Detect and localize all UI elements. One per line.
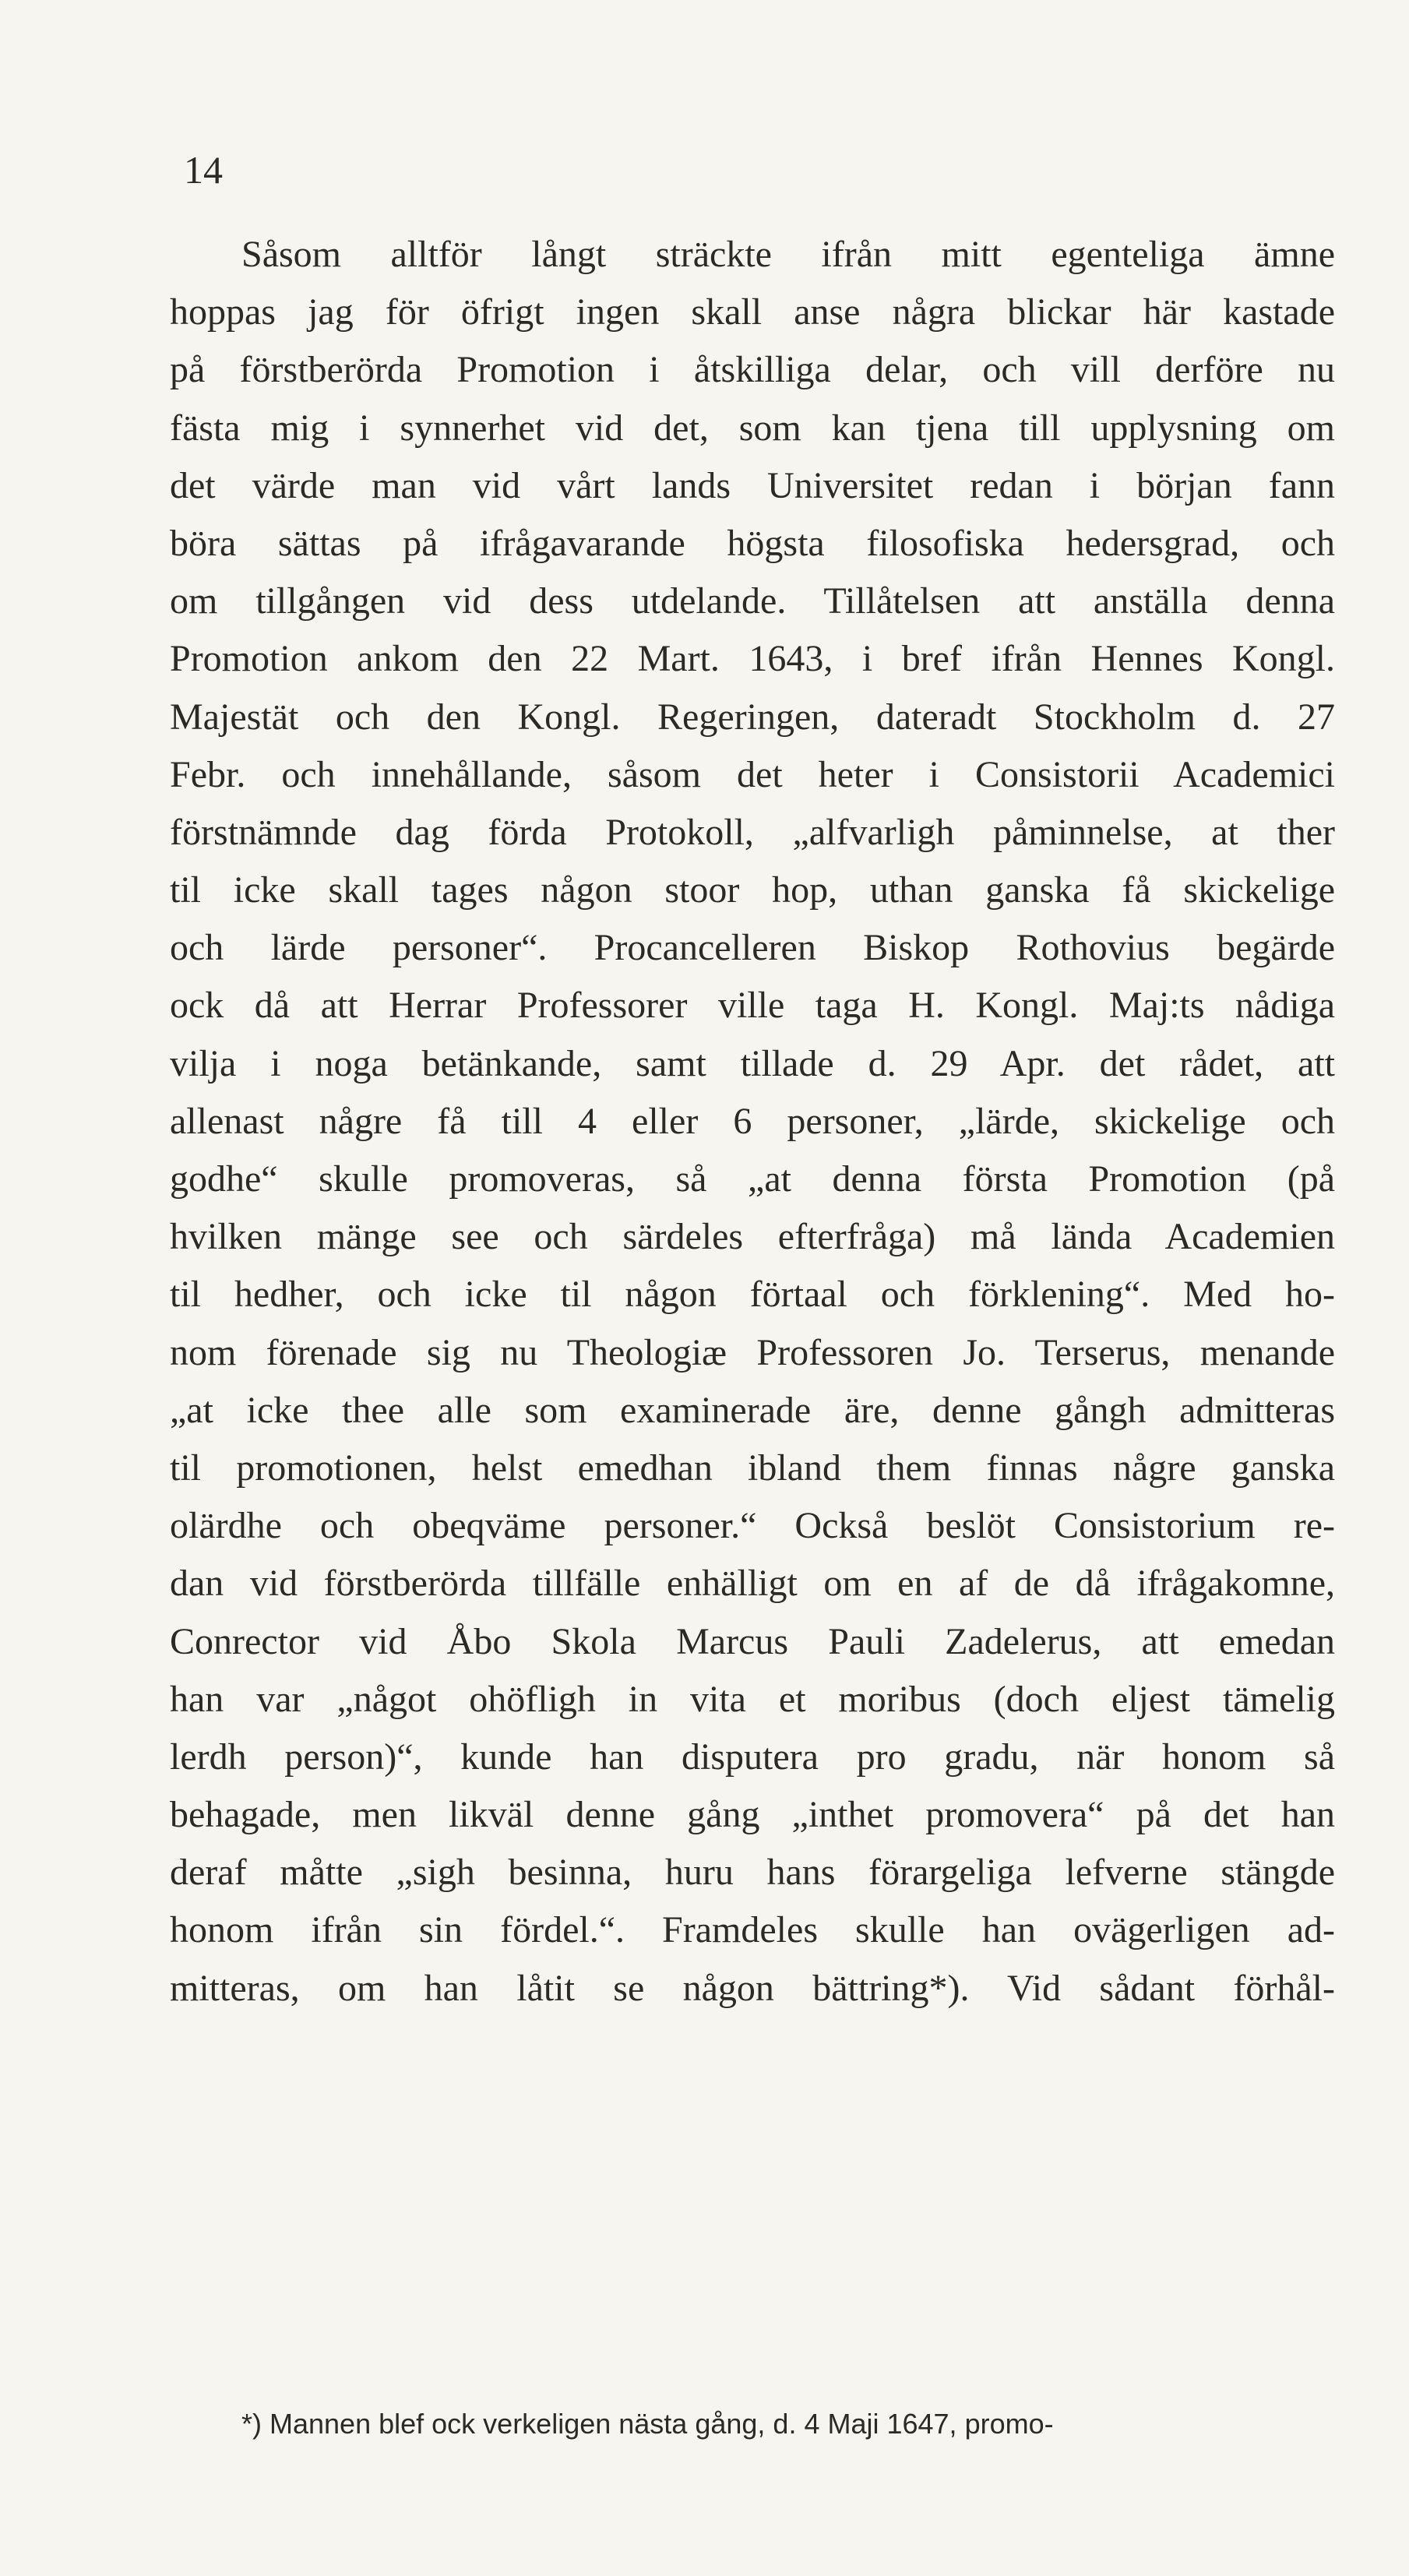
text-line: det värde man vid vårt lands Universitet redan i början fann (170, 464, 1335, 506)
body-text (170, 226, 1335, 2017)
text-line: vilja i noga betänkande, samt tillade d. 29 Apr. det rådet, att (170, 1042, 1335, 1084)
text-line: honom ifrån sin fördel.“. Framdeles skulle han ovägerligen ad- (170, 1909, 1335, 1951)
text-line: dan vid förstberörda tillfälle enhälligt om en af de då ifrågakomne, (170, 1563, 1335, 1605)
text-line: böra sättas på ifrågavarande högsta filosofiska hedersgrad, och (170, 522, 1335, 564)
text-line: hoppas jag för öfrigt ingen skall anse några blickar här kastade (170, 291, 1335, 333)
text-line: och lärde personer“. Procancelleren Biskop Rothovius begärde (170, 927, 1335, 969)
text-line: godhe“ skulle promoveras, så „at denna första Promotion (på (170, 1158, 1335, 1200)
text-line: lerdh person)“, kunde han disputera pro gradu, när honom så (170, 1736, 1335, 1778)
text-line: til hedher, och icke til någon förtaal och förklening“. Med ho- (170, 1274, 1335, 1316)
footnote: *) Mannen blef ock verkeligen nästa gång, d. 4 Maji 1647, promo- (241, 2408, 1054, 2440)
text-line: hvilken mänge see och särdeles efterfråga) må lända Academien (170, 1216, 1335, 1258)
text-line: ock då att Herrar Professorer ville taga H. Kongl. Maj:ts nådiga (170, 985, 1335, 1027)
text-line: förstnämnde dag förda Protokoll, „alfvarligh påminnelse, at ther (170, 811, 1335, 853)
text-line: på förstberörda Promotion i åtskilliga delar, och vill derföre nu (170, 349, 1335, 391)
text-line: behagade, men likväl denne gång „inthet promovera“ på det han (170, 1794, 1335, 1836)
text-line: til promotionen, helst emedhan ibland them finnas någre ganska (170, 1447, 1335, 1489)
text-line: nom förenade sig nu Theologiæ Professoren Jo. Terserus, menande (170, 1331, 1335, 1373)
text-line: om tillgången vid dess utdelande. Tillåtelsen att anställa denna (170, 580, 1335, 622)
text-line: fästa mig i synnerhet vid det, som kan tjena till upplysning om (170, 407, 1335, 449)
text-line: han var „något ohöfligh in vita et moribus (doch eljest tämelig (170, 1678, 1335, 1720)
text-line: Majestät och den Kongl. Regeringen, dateradt Stockholm d. 27 (170, 696, 1335, 738)
text-line: deraf måtte „sigh besinna, huru hans förargeliga lefverne stängde (170, 1852, 1335, 1894)
text-line: Såsom alltför långt sträckte ifrån mitt egenteliga ämne (241, 234, 1335, 275)
text-line: til icke skall tages någon stoor hop, uthan ganska få skickelige (170, 869, 1335, 911)
text-line: mitteras, om han låtit se någon bättring*). Vid sådant förhål- (170, 1967, 1335, 2009)
text-line: Conrector vid Åbo Skola Marcus Pauli Zadelerus, att emedan (170, 1620, 1335, 1662)
text-line: „at icke thee alle som examinerade äre, denne gångh admitteras (170, 1389, 1335, 1431)
text-line: Promotion ankom den 22 Mart. 1643, i bref ifrån Hennes Kongl. (170, 638, 1335, 680)
text-line: olärdhe och obeqväme personer.“ Också beslöt Consistorium re- (170, 1505, 1335, 1547)
page-number: 14 (184, 148, 223, 192)
text-line: Febr. och innehållande, såsom det heter i Consistorii Academici (170, 753, 1335, 795)
text-line: allenast någre få till 4 eller 6 personer, „lärde, skickelige och (170, 1100, 1335, 1142)
